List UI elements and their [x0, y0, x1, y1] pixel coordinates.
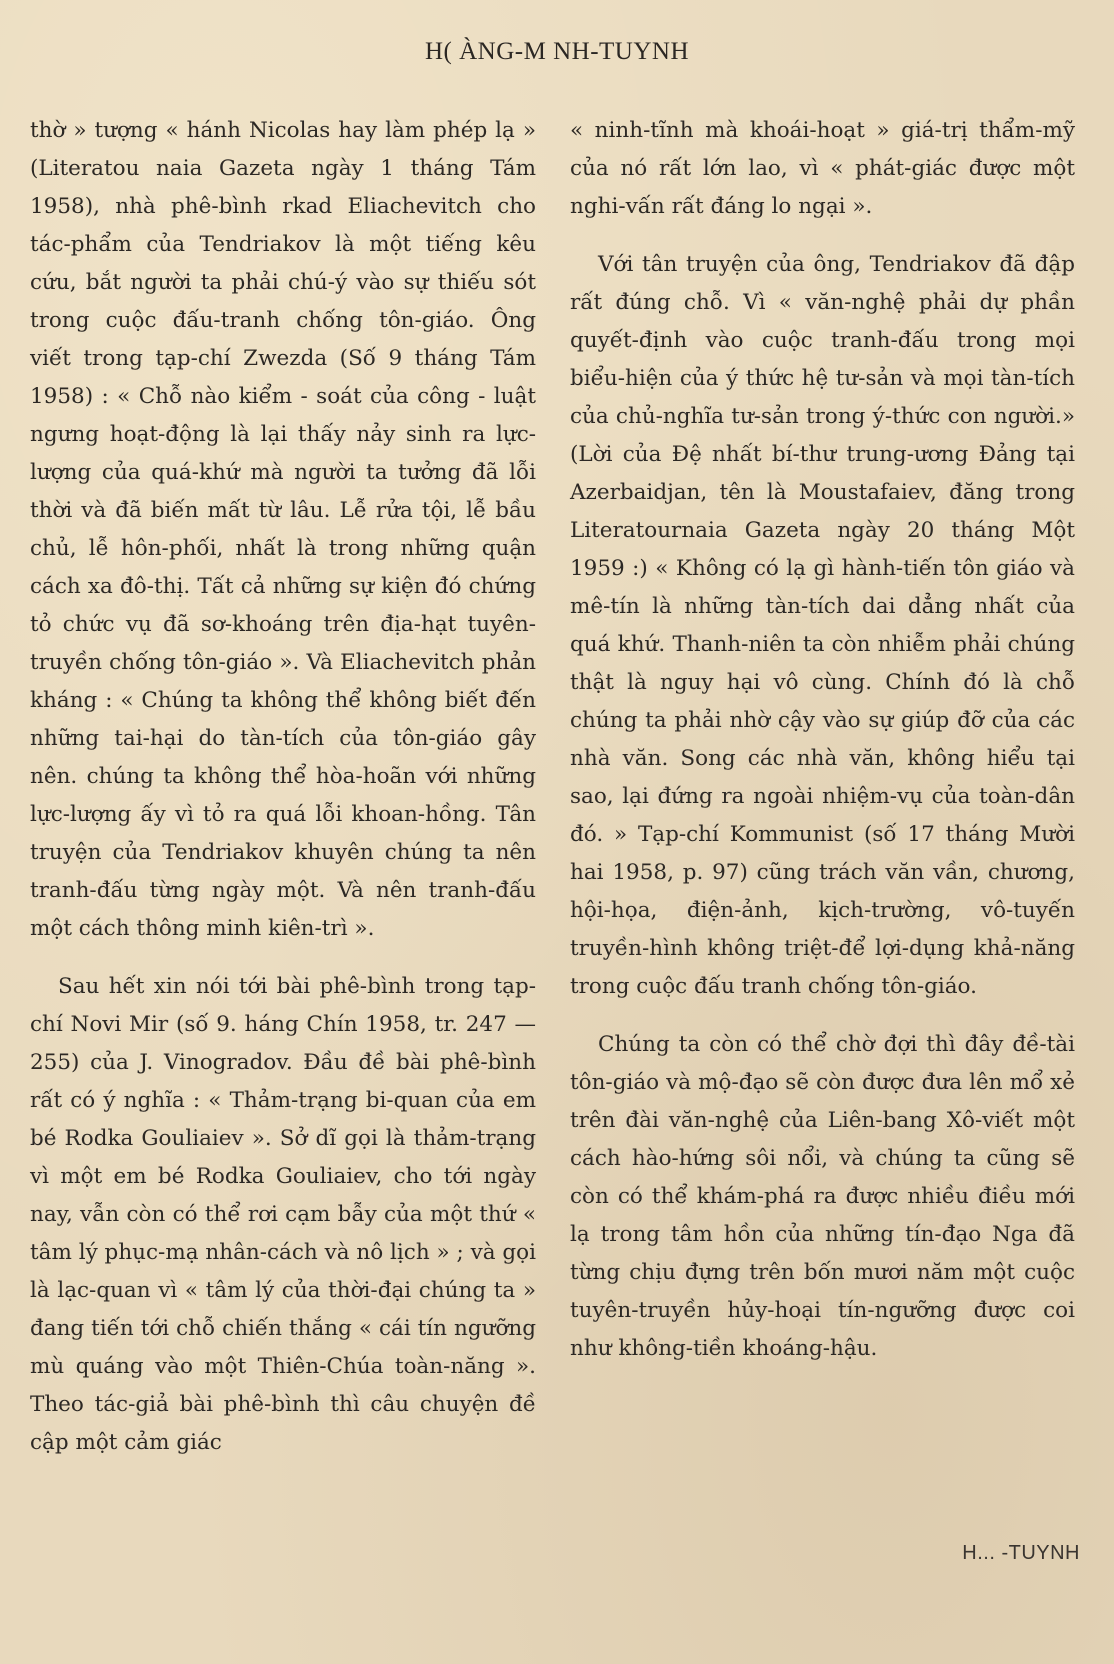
running-head: H( ÀNG-M NH-TUYNH — [424, 38, 690, 65]
right-paragraph-3: Chúng ta còn có thể chờ đợi thì đây đề-tài tôn-giáo và mộ-đạo sẽ còn được đưa lên mổ xẻ trên đài văn-nghệ của Liên-bang Xô-viết một cách hào-hứng sôi nổi, và chúng ta cũng sẽ còn có thể khám-phá ra được nhiều điều mới lạ trong tâm hồn của những tín-đạo Nga đã từng chịu đựng trên bốn mươi năm một cuộc tuyên-truyền hủy-hoại tín-ngưỡng được coi như không-tiền khoáng-hậu. — [570, 1032, 1075, 1361]
author-signature: H... -TUYNH — [962, 1542, 1080, 1564]
right-paragraph-1: « ninh-tĩnh mà khoái-hoạt » giá-trị thẩm-mỹ của nó rất lớn lao, vì « phát-giác được một nghi-vấn rất đáng lo ngại ». — [570, 118, 1075, 219]
right-column — [570, 112, 1075, 1368]
left-paragraph-2: Sau hết xin nói tới bài phê-bình trong tạp-chí Novi Mir (số 9. háng Chín 1958, tr. 247 — 255) của J. Vinogradov. Đầu đề bài phê-bình rất có ý nghĩa : « Thảm-trạng bi-quan của em bé Rodka Gouliaiev ». Sở dĩ gọi là thảm-trạng vì một em bé Rodka Gouliaiev, cho tới ngày nay, vẫn còn có thể rơi cạm bẫy của một thứ « tâm lý phục-mạ nhân-cách và nô lịch » ; và gọi là lạc-quan vì « tâm lý của thời-đại chúng ta » đang tiến tới chỗ chiến thắng « cái tín ngưỡng mù quáng vào một Thiên-Chúa toàn-năng ». Theo tác-giả bài phê-bình thì câu chuyện đề cập một cảm giác — [30, 974, 536, 1455]
left-column — [30, 112, 536, 1462]
left-paragraph-1: thờ » tượng « hánh Nicolas hay làm phép lạ » (Literatou naia Gazeta ngày 1 tháng Tám 1958), nhà phê-bình rkad Eliachevitch cho tác-phẩm của Tendriakov là một tiếng kêu cứu, bắt người ta phải chú-ý vào sự thiếu sót trong cuộc đấu-tranh chống tôn-giáo. Ông viết trong tạp-chí Zwezda (Số 9 tháng Tám 1958) : « Chỗ nào kiểm - soát của công - luật ngưng hoạt-động là lại thấy nảy sinh ra lực-lượng của quá-khứ mà người ta tưởng đã lỗi thời và đã biến mất từ lâu. Lễ rửa tội, lễ bầu chủ, lễ hôn-phối, nhất là trong những quận cách xa đô-thị. Tất cả những sự kiện đó chứng tỏ chức vụ đã sơ-khoáng trên địa-hạt tuyên-truyền chống tôn-giáo ». Và Eliachevitch phản kháng : « Chúng ta không thể không biết đến những tai-hại do tàn-tích của tôn-giáo gây nên. chúng ta không thể hòa-hoãn với những lực-lượng ấy vì tỏ ra quá lỗi khoan-hồng. Tân truyện của Tendriakov khuyên chúng ta nên tranh-đấu từng ngày một. Và nên tranh-đấu một cách thông minh kiên-trì ». — [30, 118, 536, 941]
right-paragraph-2: Với tân truyện của ông, Tendriakov đã đập rất đúng chỗ. Vì « văn-nghệ phải dự phần quyết-định vào cuộc tranh-đấu trong mọi biểu-hiện của ý thức hệ tư-sản và mọi tàn-tích của chủ-nghĩa tư-sản trong ý-thức con người.» (Lời của Đệ nhất bí-thư trung-ương Đảng tại Azerbaidjan, tên là Moustafaiev, đăng trong Literatournaia Gazeta ngày 20 tháng Một 1959 :) « Không có lạ gì hành-tiến tôn giáo và mê-tín là những tàn-tích dai dẳng nhất của quá khứ. Thanh-niên ta còn nhiễm phải chúng thật là nguy hại vô cùng. Chính đó là chỗ chúng ta phải nhờ cậy vào sự giúp đỡ của các nhà văn. Song các nhà văn, không hiểu tại sao, lại đứng ra ngoài nhiệm-vụ của toàn-dân đó. » Tạp-chí Kommunist (số 17 tháng Mười hai 1958, p. 97) cũng trách văn vần, chương, hội-họa, điện-ảnh, kịch-trường, vô-tuyến truyền-hình không triệt-để lợi-dụng khả-năng trong cuộc đấu tranh chống tôn-giáo. — [570, 252, 1075, 999]
